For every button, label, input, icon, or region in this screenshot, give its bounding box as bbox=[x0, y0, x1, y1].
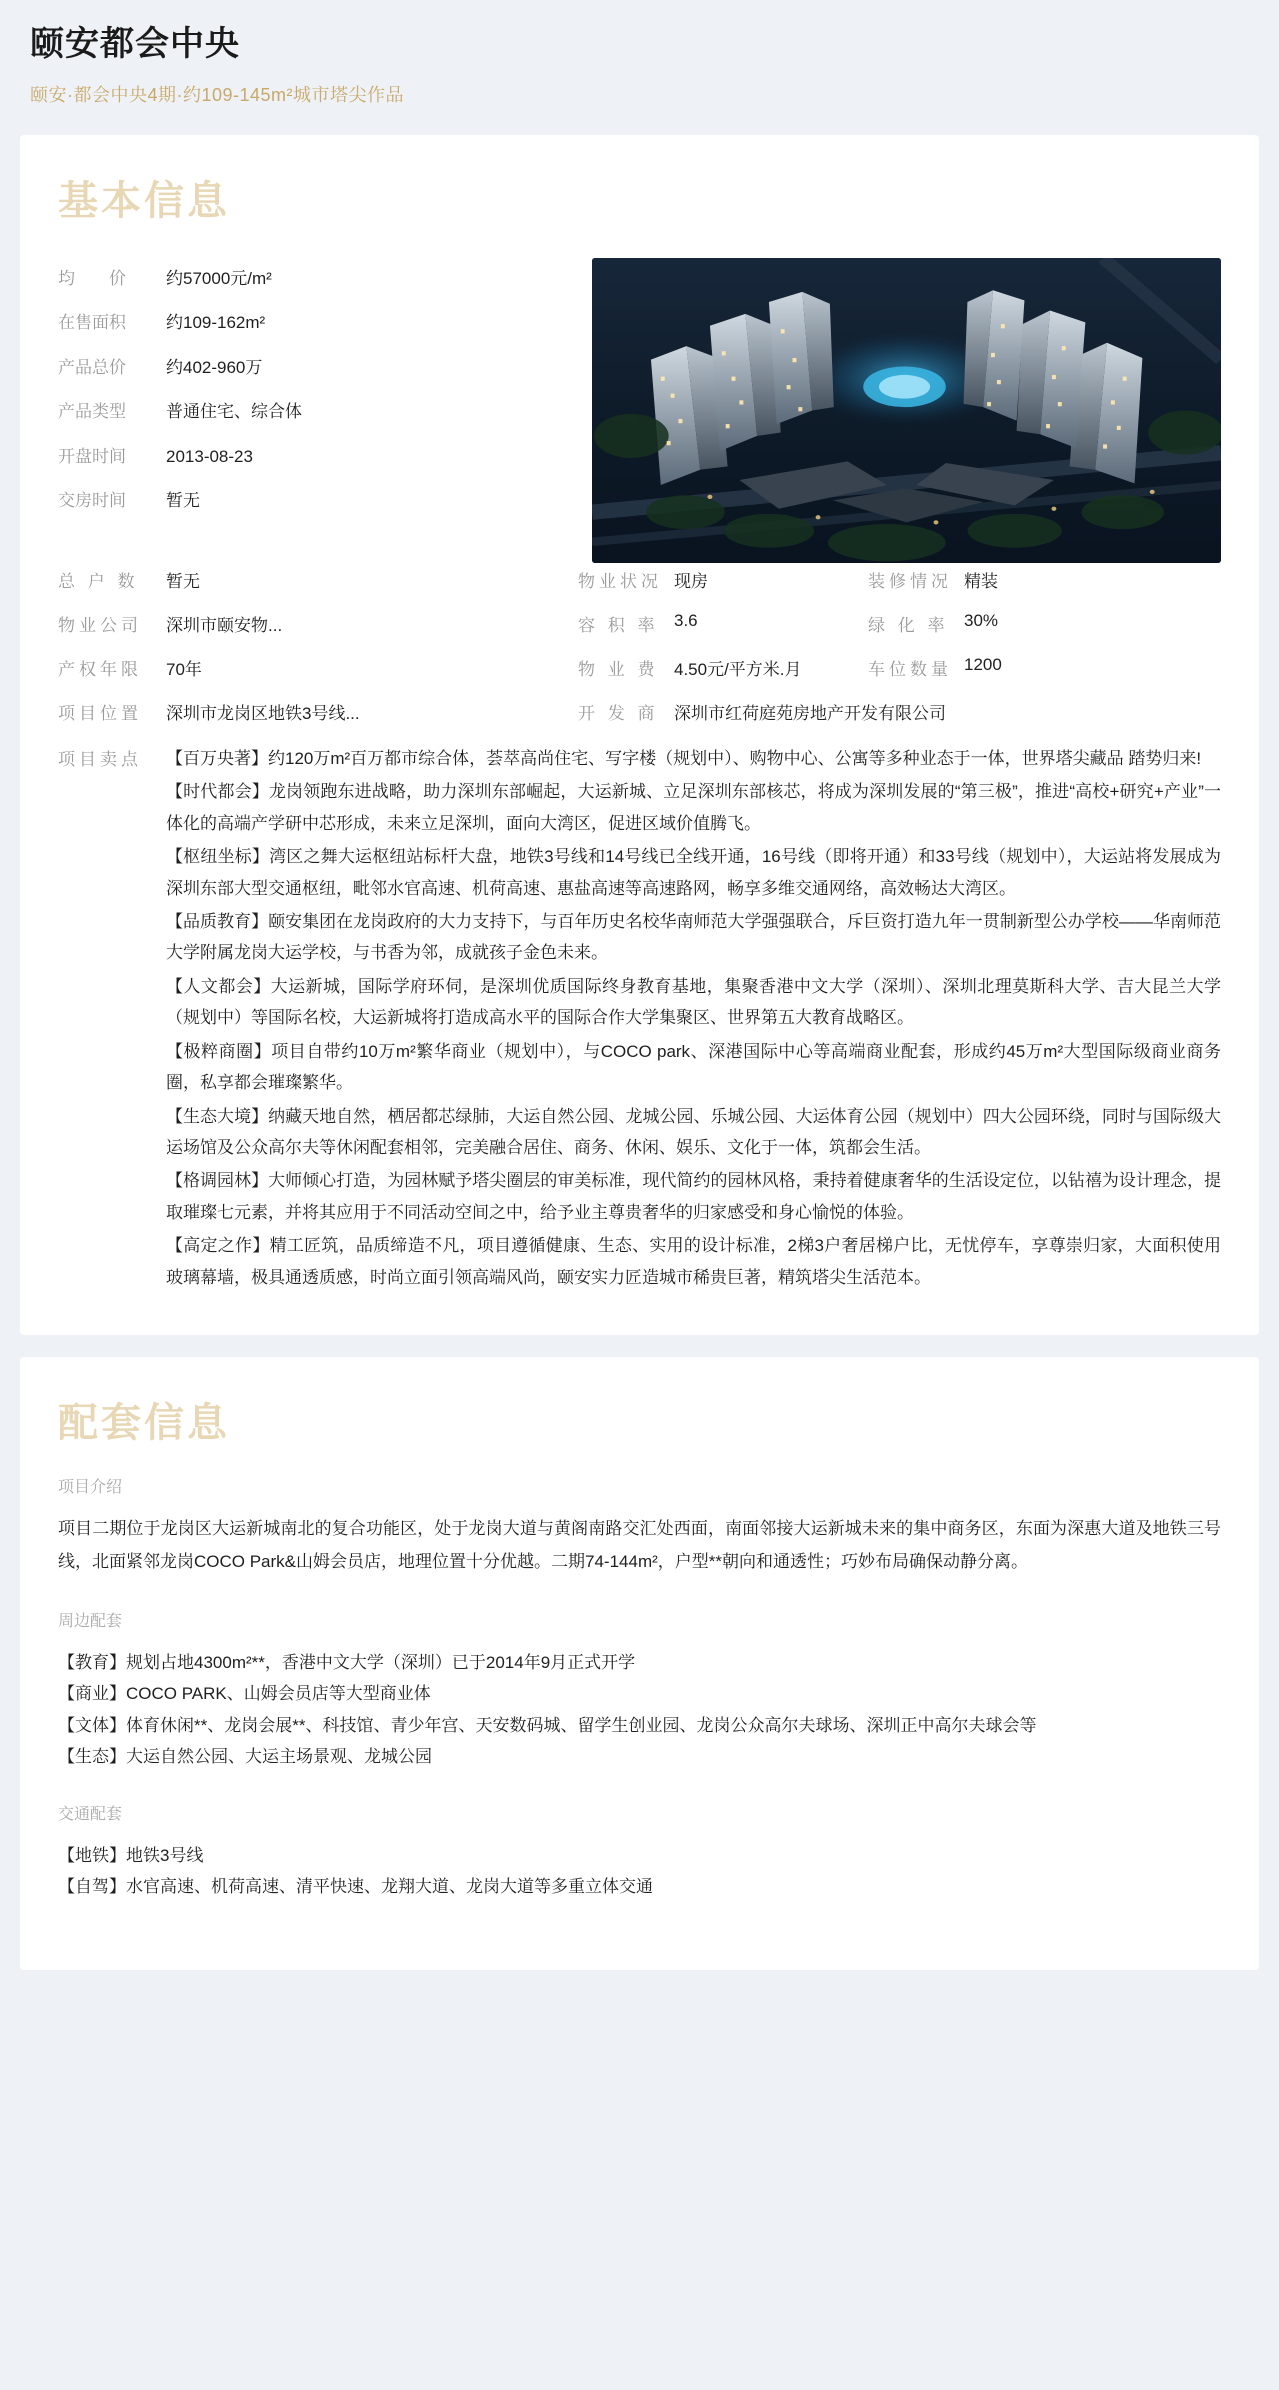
field-project-location bbox=[58, 699, 578, 724]
field-label: 项目卖点 bbox=[58, 749, 142, 769]
field-opening-date bbox=[58, 444, 578, 470]
field-area-on-sale bbox=[58, 310, 578, 336]
basic-info-card bbox=[20, 135, 1259, 1335]
field-label: 装修情况 bbox=[868, 571, 952, 591]
project-selling-points bbox=[58, 743, 1221, 1295]
field-label: 开盘时间 bbox=[58, 446, 126, 466]
field-label: 产权年限 bbox=[58, 659, 142, 679]
project-intro-heading: 项目介绍 bbox=[58, 1479, 123, 1497]
field-average-price bbox=[58, 266, 578, 292]
field-label: 物 业 费 bbox=[578, 659, 659, 679]
field-total-price bbox=[58, 355, 578, 381]
list-item: 【教育】规划占地4300m²**，香港中文大学（深圳）已于2014年9月正式开学 bbox=[58, 1652, 636, 1672]
selling-point-item: 【人文都会】大运新城，国际学府环伺，是深圳优质国际终身教育基地，集聚香港中文大学（深圳）、深圳北理莫斯科大学、吉大昆兰大学（规划中）等国际名校，大运新城将打造成高水平的国际合作大学集聚区、世界第五大教育战略区。 bbox=[166, 976, 1221, 1028]
field-value: 约109-162m² bbox=[166, 313, 266, 333]
field-value: 深圳市红荷庭苑房地产开发有限公司 bbox=[674, 703, 946, 723]
field-label: 项目位置 bbox=[58, 703, 142, 723]
page-title: 颐安都会中央 bbox=[30, 25, 240, 63]
list-item: 【地铁】地铁3号线 bbox=[58, 1845, 204, 1865]
selling-points-body bbox=[166, 743, 1221, 1295]
field-property-status bbox=[578, 567, 868, 592]
field-property-company bbox=[58, 611, 578, 636]
field-label: 产品总价 bbox=[58, 357, 126, 377]
field-value: 1200 bbox=[964, 654, 1002, 674]
field-parking-count bbox=[868, 655, 1221, 680]
field-value: 深圳市龙岗区地铁3号线... bbox=[166, 703, 360, 723]
selling-point-item: 【高定之作】精工匠筑，品质缔造不凡，项目遵循健康、生态、实用的设计标准，2梯3户奢居梯户比，无忧停车，享尊崇归家，大面积使用玻璃幕墙，极具通透质感，时尚立面引领高端风尚，颐安实力匠造城市稀贵巨著，精筑塔尖生活范本。 bbox=[166, 1236, 1221, 1287]
field-label: 容 积 率 bbox=[578, 615, 659, 635]
field-value: 现房 bbox=[674, 571, 708, 591]
around-facility-list bbox=[58, 1647, 1221, 1773]
field-delivery-date bbox=[58, 488, 578, 514]
field-developer bbox=[578, 699, 1221, 724]
field-decoration bbox=[868, 567, 1221, 592]
field-label: 交房时间 bbox=[58, 491, 126, 511]
field-value: 深圳市颐安物... bbox=[166, 615, 283, 635]
field-green-ratio bbox=[868, 611, 1221, 636]
field-label: 物业公司 bbox=[58, 615, 142, 635]
field-property-fee bbox=[578, 655, 868, 680]
list-item: 【自驾】水官高速、机荷高速、清平快速、龙翔大道、龙岗大道等多重立体交通 bbox=[58, 1877, 653, 1897]
selling-point-item: 【格调园林】大师倾心打造，为园林赋予塔尖圈层的审美标准，现代简约的园林风格，秉持着健康奢华的生活设定位，以钻禧为设计理念，提取璀璨七元素，并将其应用于不同活动空间之中，给予业主尊贵奢华的归家感受和身心愉悦的体验。 bbox=[166, 1171, 1221, 1222]
field-label: 车位数量 bbox=[868, 659, 952, 679]
field-label: 产品类型 bbox=[58, 402, 126, 422]
field-value: 暂无 bbox=[166, 571, 200, 591]
basic-info-fields bbox=[58, 252, 578, 533]
field-value: 约57000元/m² bbox=[166, 268, 272, 288]
selling-point-item: 【极粹商圈】项目自带约10万m²繁华商业（规划中），与COCO park、深港国际中心等高端商业配套，形成约45万m²大型国际级商业商务圈，私享都会璀璨繁华。 bbox=[166, 1041, 1221, 1093]
field-label: 总 户 数 bbox=[58, 571, 139, 591]
field-value: 3.6 bbox=[674, 610, 698, 630]
field-value: 暂无 bbox=[166, 491, 200, 511]
field-label: 均 价 bbox=[58, 268, 126, 288]
field-plot-ratio bbox=[578, 611, 868, 636]
list-item: 【生态】大运自然公园、大运主场景观、龙城公园 bbox=[58, 1747, 432, 1767]
page-header bbox=[0, 0, 1279, 125]
selling-point-item: 【品质教育】颐安集团在龙岗政府的大力支持下，与百年历史名校华南师范大学强强联合，斥巨资打造九年一贯制新型公办学校——华南师范大学附属龙岗大运学校，与书香为邻，成就孩子金色未来。 bbox=[166, 911, 1221, 963]
facility-info-card bbox=[20, 1357, 1259, 1970]
field-value: 普通住宅、综合体 bbox=[166, 402, 302, 422]
field-value: 30% bbox=[964, 610, 999, 630]
selling-point-item: 【枢纽坐标】湾区之舞大运枢纽站标杆大盘，地铁3号线和14号线已全线开通，16号线（即将开通）和33号线（规划中），大运站将发展成为深圳东部大型交通枢纽，毗邻水官高速、机荷高速、惠盐高速等高速路网，畅享多维交通网络，高效畅达大湾区。 bbox=[166, 847, 1221, 898]
facility-section-title: 配套信息 bbox=[58, 1401, 230, 1446]
field-label: 开 发 商 bbox=[578, 703, 659, 723]
basic-info-top bbox=[58, 252, 1221, 563]
project-aerial-image bbox=[592, 258, 1221, 563]
basic-info-hero bbox=[578, 252, 1221, 563]
field-value: 70年 bbox=[166, 659, 202, 679]
stat-row bbox=[58, 611, 1221, 636]
field-value: 约402-960万 bbox=[166, 357, 263, 377]
field-label: 在售面积 bbox=[58, 313, 126, 333]
field-label: 绿 化 率 bbox=[868, 615, 949, 635]
selling-point-item: 【生态大境】纳藏天地自然，栖居都芯绿肺，大运自然公园、龙城公园、乐城公园、大运体育公园（规划中）四大公园环绕，同时与国际级大运场馆及公众高尔夫等休闲配套相邻，完美融合居住、商务、休闲、娱乐、文化于一体，筑都会生活。 bbox=[166, 1106, 1221, 1158]
project-intro-text: 项目二期位于龙岗区大运新城南北的复合功能区，处于龙岗大道与黄阁南路交汇处西面，南面邻接大运新城未来的集中商务区，东面为深惠大道及地铁三号线，北面紧邻龙岗COCO Park&山姆会员店，地理位置十分优越。二期74-144m²，户型**朝向和通透性；巧妙布局确保动静分离。 bbox=[58, 1519, 1221, 1571]
field-value: 4.50元/平方米.月 bbox=[674, 659, 802, 679]
stat-row bbox=[58, 567, 1221, 592]
selling-point-item: 【时代都会】龙岗领跑东进战略，助力深圳东部崛起，大运新城、立足深圳东部核芯，将成为深圳发展的“第三极”，推进“高校+研究+产业”一体化的高端产学研中芯形成，未来立足深圳，面向大湾区，促进区域价值腾飞。 bbox=[166, 782, 1221, 833]
field-property-right-years bbox=[58, 655, 578, 680]
basic-info-section-title: 基本信息 bbox=[58, 178, 230, 223]
page-subtitle: 颐安·都会中央4期·约109-145m²城市塔尖作品 bbox=[30, 84, 405, 105]
field-product-type bbox=[58, 399, 578, 425]
field-value: 精装 bbox=[964, 571, 998, 591]
field-label: 物业状况 bbox=[578, 571, 662, 591]
selling-point-item: 【百万央著】约120万m²百万都市综合体，荟萃高尚住宅、写字楼（规划中）、购物中心、公寓等多种业态于一体，世界塔尖藏品 踏势归来! bbox=[166, 748, 1202, 768]
field-total-households bbox=[58, 567, 578, 592]
field-value: 2013-08-23 bbox=[166, 446, 253, 466]
around-facility-heading: 周边配套 bbox=[58, 1612, 123, 1630]
list-item: 【商业】COCO PARK、山姆会员店等大型商业体 bbox=[58, 1684, 431, 1704]
list-item: 【文体】体育休闲**、龙岗会展**、科技馆、青少年宫、天安数码城、留学生创业园、龙岗公众高尔夫球场、深圳正中高尔夫球会等 bbox=[58, 1715, 1037, 1735]
stat-row bbox=[58, 655, 1221, 680]
stat-row bbox=[58, 699, 1221, 724]
basic-info-stats bbox=[58, 567, 1221, 724]
traffic-facility-list bbox=[58, 1840, 1221, 1903]
traffic-facility-heading: 交通配套 bbox=[58, 1805, 123, 1823]
